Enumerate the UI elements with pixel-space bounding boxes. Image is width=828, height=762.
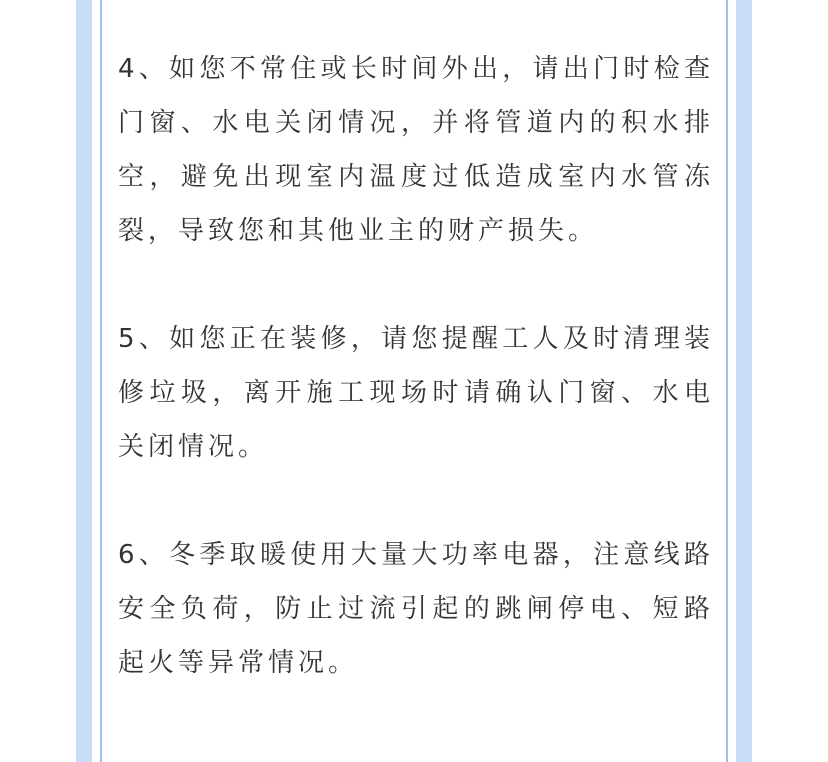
notice-item-4: 4、如您不常住或长时间外出，请出门时检查门窗、水电关闭情况，并将管道内的积水排空，避免出现室内温度过低造成室内水管冻裂，导致您和其他业主的财产损失。 (118, 54, 714, 246)
right-frame-line (726, 0, 728, 762)
notice-item-5: 5、如您正在装修，请您提醒工人及时清理装修垃圾，离开施工现场时请确认门窗、水电关闭情况。 (118, 324, 714, 462)
notice-content (118, 42, 714, 690)
left-decorative-bar (76, 0, 92, 762)
notice-item-6: 6、冬季取暖使用大量大功率电器，注意线路安全负荷，防止过流引起的跳闸停电、短路起火等异常情况。 (118, 540, 714, 678)
right-decorative-bar (736, 0, 752, 762)
left-frame-line (100, 0, 102, 762)
